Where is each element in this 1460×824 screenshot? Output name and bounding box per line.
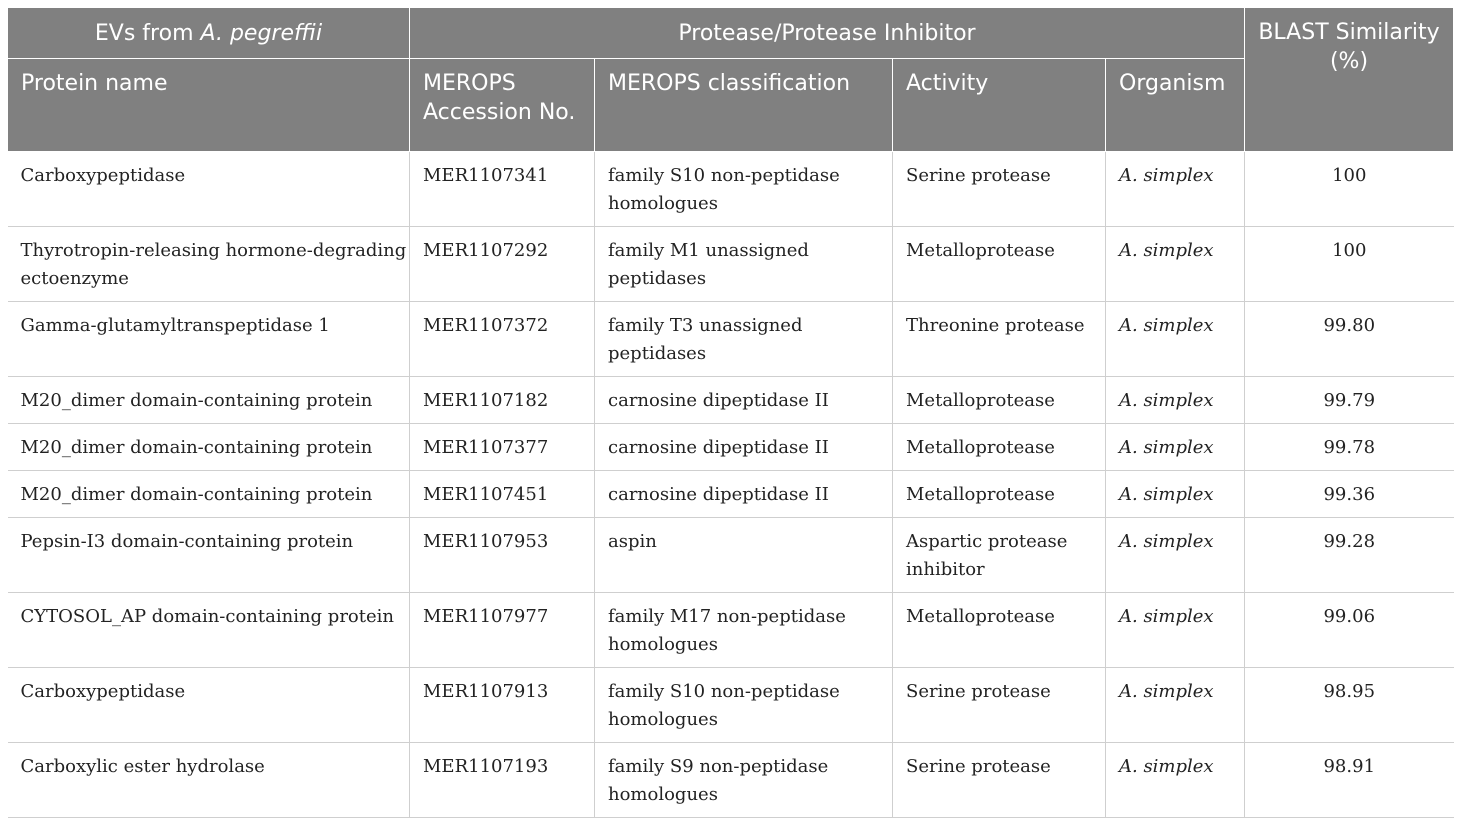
header-classification: MEROPS classification [595, 59, 893, 152]
similarity-cell: 99.06 [1245, 593, 1454, 668]
protein-name-cell: M20_dimer domain-containing protein [8, 471, 410, 518]
classification-cell: carnosine dipeptidase II [595, 424, 893, 471]
table-row [8, 593, 1454, 668]
accession-cell: MER1107372 [410, 302, 595, 377]
protein-name-cell: Pepsin-I3 domain-containing protein [8, 518, 410, 593]
classification-cell: family S9 non-peptidase homologues [595, 743, 893, 818]
table-row [8, 227, 1454, 302]
similarity-cell: 98.95 [1245, 668, 1454, 743]
table-row [8, 377, 1454, 424]
protein-name-cell: Gamma-glutamyltranspeptidase 1 [8, 302, 410, 377]
similarity-cell: 100 [1245, 152, 1454, 227]
header-group-protease: Protease/Protease Inhibitor [410, 8, 1245, 59]
activity-cell: Metalloprotease [893, 471, 1106, 518]
organism-cell: A. simplex [1106, 518, 1245, 593]
accession-cell: MER1107451 [410, 471, 595, 518]
accession-cell: MER1107292 [410, 227, 595, 302]
table-row [8, 302, 1454, 377]
table-row [8, 152, 1454, 227]
organism-cell: A. simplex [1106, 593, 1245, 668]
header-accession: MEROPS Accession No. [410, 59, 595, 152]
organism-cell: A. simplex [1106, 471, 1245, 518]
classification-cell: family M1 unassigned peptidases [595, 227, 893, 302]
protease-table [7, 7, 1454, 818]
organism-cell: A. simplex [1106, 227, 1245, 302]
activity-cell: Serine protease [893, 743, 1106, 818]
similarity-cell: 99.80 [1245, 302, 1454, 377]
similarity-cell: 99.78 [1245, 424, 1454, 471]
similarity-cell: 99.28 [1245, 518, 1454, 593]
accession-cell: MER1107977 [410, 593, 595, 668]
protein-name-cell: Thyrotropin-releasing hormone-degrading ectoenzyme [8, 227, 410, 302]
classification-cell: carnosine dipeptidase II [595, 377, 893, 424]
classification-cell: family S10 non-peptidase homologues [595, 152, 893, 227]
protein-name-cell: Carboxypeptidase [8, 668, 410, 743]
header-blast-similarity: BLAST Similarity (%) [1245, 8, 1454, 152]
table-header [8, 8, 1454, 152]
header-protein-name: Protein name [8, 59, 410, 152]
similarity-cell: 100 [1245, 227, 1454, 302]
activity-cell: Serine protease [893, 152, 1106, 227]
protein-name-cell: M20_dimer domain-containing protein [8, 377, 410, 424]
similarity-cell: 98.91 [1245, 743, 1454, 818]
protein-name-cell: M20_dimer domain-containing protein [8, 424, 410, 471]
header-organism: Organism [1106, 59, 1245, 152]
activity-cell: Aspartic protease inhibitor [893, 518, 1106, 593]
header-activity: Activity [893, 59, 1106, 152]
organism-cell: A. simplex [1106, 152, 1245, 227]
activity-cell: Metalloprotease [893, 593, 1106, 668]
activity-cell: Serine protease [893, 668, 1106, 743]
organism-cell: A. simplex [1106, 424, 1245, 471]
organism-cell: A. simplex [1106, 668, 1245, 743]
organism-cell: A. simplex [1106, 377, 1245, 424]
classification-cell: family T3 unassigned peptidases [595, 302, 893, 377]
organism-cell: A. simplex [1106, 743, 1245, 818]
accession-cell: MER1107193 [410, 743, 595, 818]
table-row [8, 743, 1454, 818]
classification-cell: aspin [595, 518, 893, 593]
accession-cell: MER1107182 [410, 377, 595, 424]
activity-cell: Metalloprotease [893, 227, 1106, 302]
table-row [8, 471, 1454, 518]
activity-cell: Metalloprotease [893, 424, 1106, 471]
protein-name-cell: CYTOSOL_AP domain-containing protein [8, 593, 410, 668]
table-row [8, 518, 1454, 593]
protein-name-cell: Carboxypeptidase [8, 152, 410, 227]
table-body [8, 152, 1454, 818]
accession-cell: MER1107913 [410, 668, 595, 743]
accession-cell: MER1107341 [410, 152, 595, 227]
similarity-cell: 99.79 [1245, 377, 1454, 424]
activity-cell: Threonine protease [893, 302, 1106, 377]
accession-cell: MER1107377 [410, 424, 595, 471]
table-row [8, 424, 1454, 471]
activity-cell: Metalloprotease [893, 377, 1106, 424]
organism-cell: A. simplex [1106, 302, 1245, 377]
protein-name-cell: Carboxylic ester hydrolase [8, 743, 410, 818]
table-row [8, 668, 1454, 743]
classification-cell: family S10 non-peptidase homologues [595, 668, 893, 743]
accession-cell: MER1107953 [410, 518, 595, 593]
similarity-cell: 99.36 [1245, 471, 1454, 518]
header-group-evs: EVs from A. pegreffii [8, 8, 410, 59]
classification-cell: family M17 non-peptidase homologues [595, 593, 893, 668]
classification-cell: carnosine dipeptidase II [595, 471, 893, 518]
